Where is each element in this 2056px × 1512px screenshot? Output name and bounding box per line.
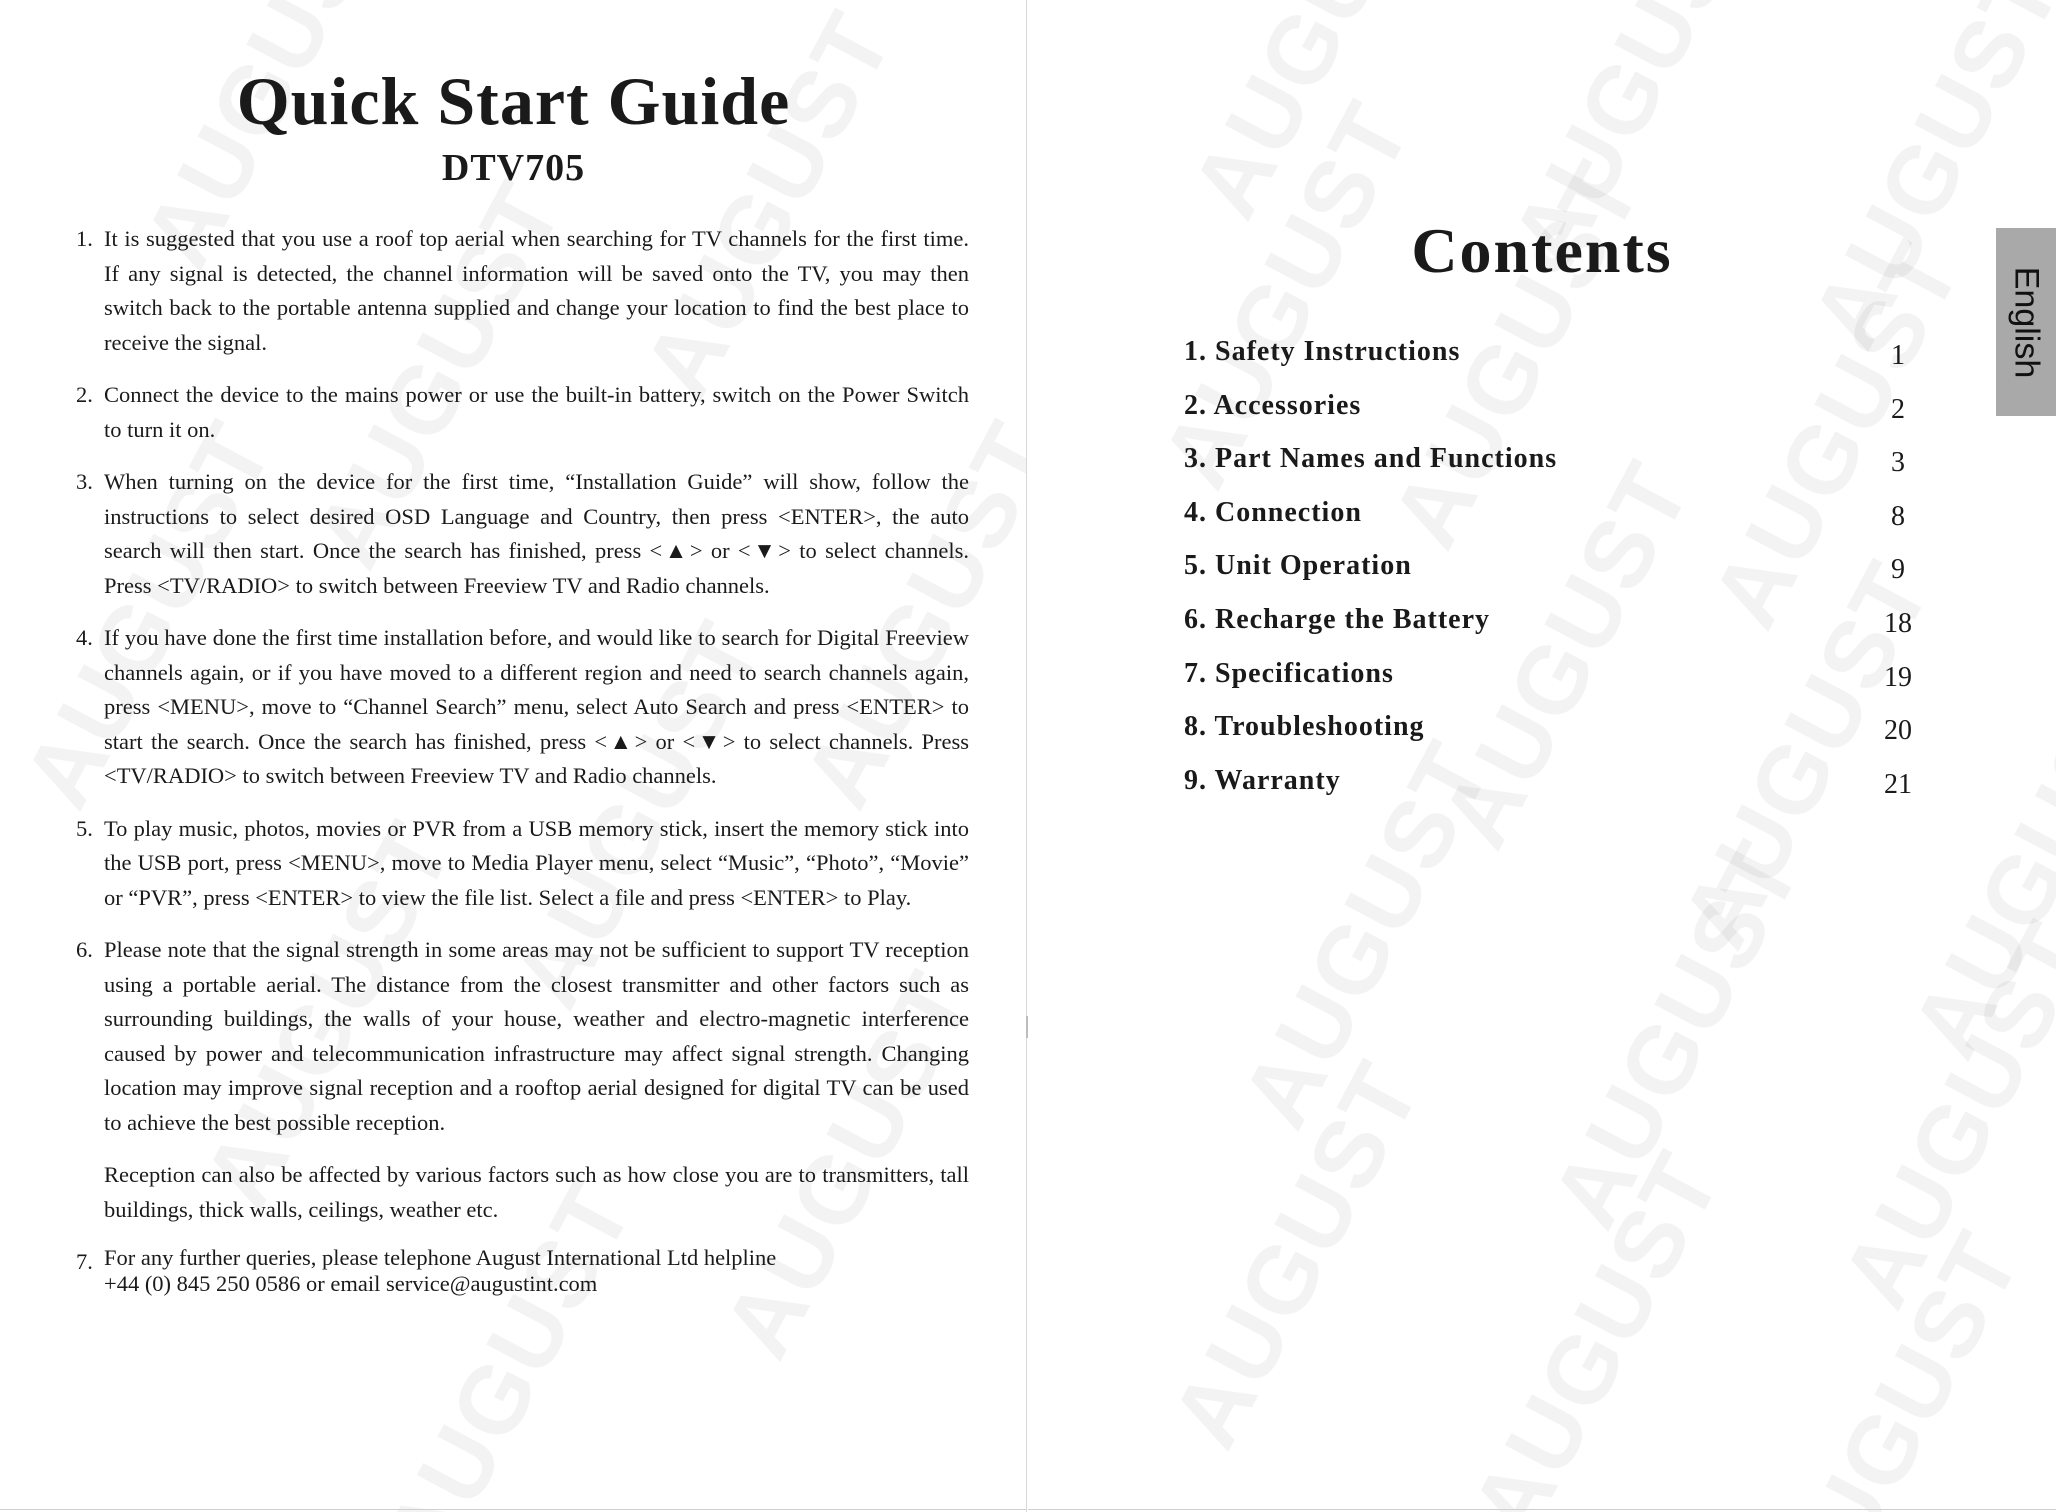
table-of-contents xyxy=(1184,332,1928,814)
step-number: 2. xyxy=(76,382,93,407)
toc-page-number: 20 xyxy=(1884,715,1912,747)
toc-item[interactable] xyxy=(1184,654,1928,708)
toc-label: 9. Warranty xyxy=(1184,764,1341,796)
contact-info: +44 (0) 845 250 0586 or email service@augustint.com xyxy=(104,1271,598,1296)
toc-item[interactable] xyxy=(1184,386,1928,440)
step-number: 7. xyxy=(76,1249,93,1274)
step-number: 1. xyxy=(76,226,93,251)
watermark xyxy=(1170,0,1463,235)
step-text: It is suggested that you use a roof top aerial when searching for TV channels for the first time. If any signal is detected, the channel information will be saved onto the TV, you may then switch back to the portable antenna supplied and change your location to find the best place to receive the signal. xyxy=(104,226,969,355)
toc-item[interactable] xyxy=(1184,439,1928,493)
toc-page-number: 3 xyxy=(1891,447,1905,479)
step-number: 5. xyxy=(76,815,93,841)
right-page xyxy=(1028,0,2056,1512)
page-title: Quick Start Guide xyxy=(236,63,791,139)
instruction-step xyxy=(76,378,969,447)
toc-label: 4. Connection xyxy=(1184,496,1362,528)
step-text: Reception can also be affected by various factors such as how close you are to transmitters, tall buildings, thick walls, ceilings, weather etc. xyxy=(104,1162,969,1222)
toc-page-number: 9 xyxy=(1891,554,1905,586)
left-page xyxy=(0,0,1027,1512)
instruction-step xyxy=(76,465,969,603)
toc-page-number: 19 xyxy=(1884,661,1912,693)
toc-page-number: 2 xyxy=(1891,393,1905,425)
toc-page-number: 8 xyxy=(1891,500,1905,532)
instruction-step xyxy=(76,933,969,1227)
toc-label: 7. Specifications xyxy=(1184,657,1394,689)
step-text: To play music, photos, movies or PVR from a USB memory stick, insert the memory stick into the USB port, press <MENU>, move to Media Player menu, select “Music”, “Photo”, “Movie” or “PVR”, press <ENTER> to view the file list. Select a file and press <ENTER> to Play. xyxy=(104,815,969,910)
toc-page-number: 18 xyxy=(1884,607,1912,639)
toc-label: 5. Unit Operation xyxy=(1184,550,1412,582)
watermark xyxy=(1150,1045,1443,1465)
instruction-step xyxy=(76,812,969,916)
watermark xyxy=(1750,1215,2043,1512)
toc-label: 8. Troubleshooting xyxy=(1184,711,1425,743)
step-number: 3. xyxy=(76,469,93,494)
toc-item[interactable] xyxy=(1184,600,1928,654)
page-edge xyxy=(1028,1509,2056,1510)
toc-label: 6. Recharge the Battery xyxy=(1184,603,1491,635)
toc-item[interactable] xyxy=(1184,493,1928,547)
step-text: Please note that the signal strength in some areas may not be sufficient to support TV reception using a portable aerial. The distance from the closest transmitter and other factors such as surrounding buildings, the walls of your house, weather and electro-magnetic interference caused by power and telecommunication infrastructure may affect signal strength. Changing location may improve signal reception and a rooftop aerial designed for digital TV can be used to achieve the best possible reception. xyxy=(104,937,969,1135)
instruction-step xyxy=(76,621,969,794)
step-text: Connect the device to the mains power or use the built-in battery, switch on the Power Switch to turn it on. xyxy=(104,382,969,442)
step-number: 4. xyxy=(76,625,93,650)
model-number: DTV705 xyxy=(441,147,586,189)
watermark xyxy=(1530,825,1823,1245)
step-text: When turning on the device for the first time, “Installation Guide” will show, follow the instructions to select desired OSD Language and Country, then press <ENTER>, the auto search will then start. Once the search has finished, press <▲> or <▼> to select channels. Press <TV/RADIO> to switch between Freeview TV and Radio channels. xyxy=(104,469,969,598)
toc-item[interactable] xyxy=(1184,761,1928,815)
toc-item[interactable] xyxy=(1184,707,1928,761)
step-number: 6. xyxy=(76,937,93,962)
toc-label: 2. Accessories xyxy=(1184,389,1362,421)
step-text: For any further queries, please telephone August International Ltd helpline xyxy=(104,1245,777,1270)
watermark xyxy=(1450,1135,1743,1512)
page-edge xyxy=(0,1509,1026,1510)
instruction-step xyxy=(76,1245,969,1297)
instruction-list xyxy=(76,222,969,1315)
watermark xyxy=(1820,905,2056,1325)
language-tab[interactable] xyxy=(1996,228,2056,416)
instruction-step xyxy=(76,222,969,360)
toc-item[interactable] xyxy=(1184,332,1928,386)
toc-label: 3. Part Names and Functions xyxy=(1184,443,1558,475)
language-tab-label: English xyxy=(2007,266,2046,378)
step-text: If you have done the first time installation before, and would like to search for Digital Freeview channels again, or if you have moved to a different region and need to search channels again, press <MENU>, move to “Channel Search” menu, select Auto Search and press <ENTER> to start the search. Once the search has finished, press <▲> or <▼> to select channels. Press <TV/RADIO> to switch between Freeview TV and Radio channels. xyxy=(104,625,969,788)
contents-title: Contents xyxy=(1411,215,1673,286)
toc-item[interactable] xyxy=(1184,546,1928,600)
toc-page-number: 1 xyxy=(1891,340,1905,371)
toc-page-number: 21 xyxy=(1884,768,1912,800)
toc-label: 1. Safety Instructions xyxy=(1184,336,1461,367)
